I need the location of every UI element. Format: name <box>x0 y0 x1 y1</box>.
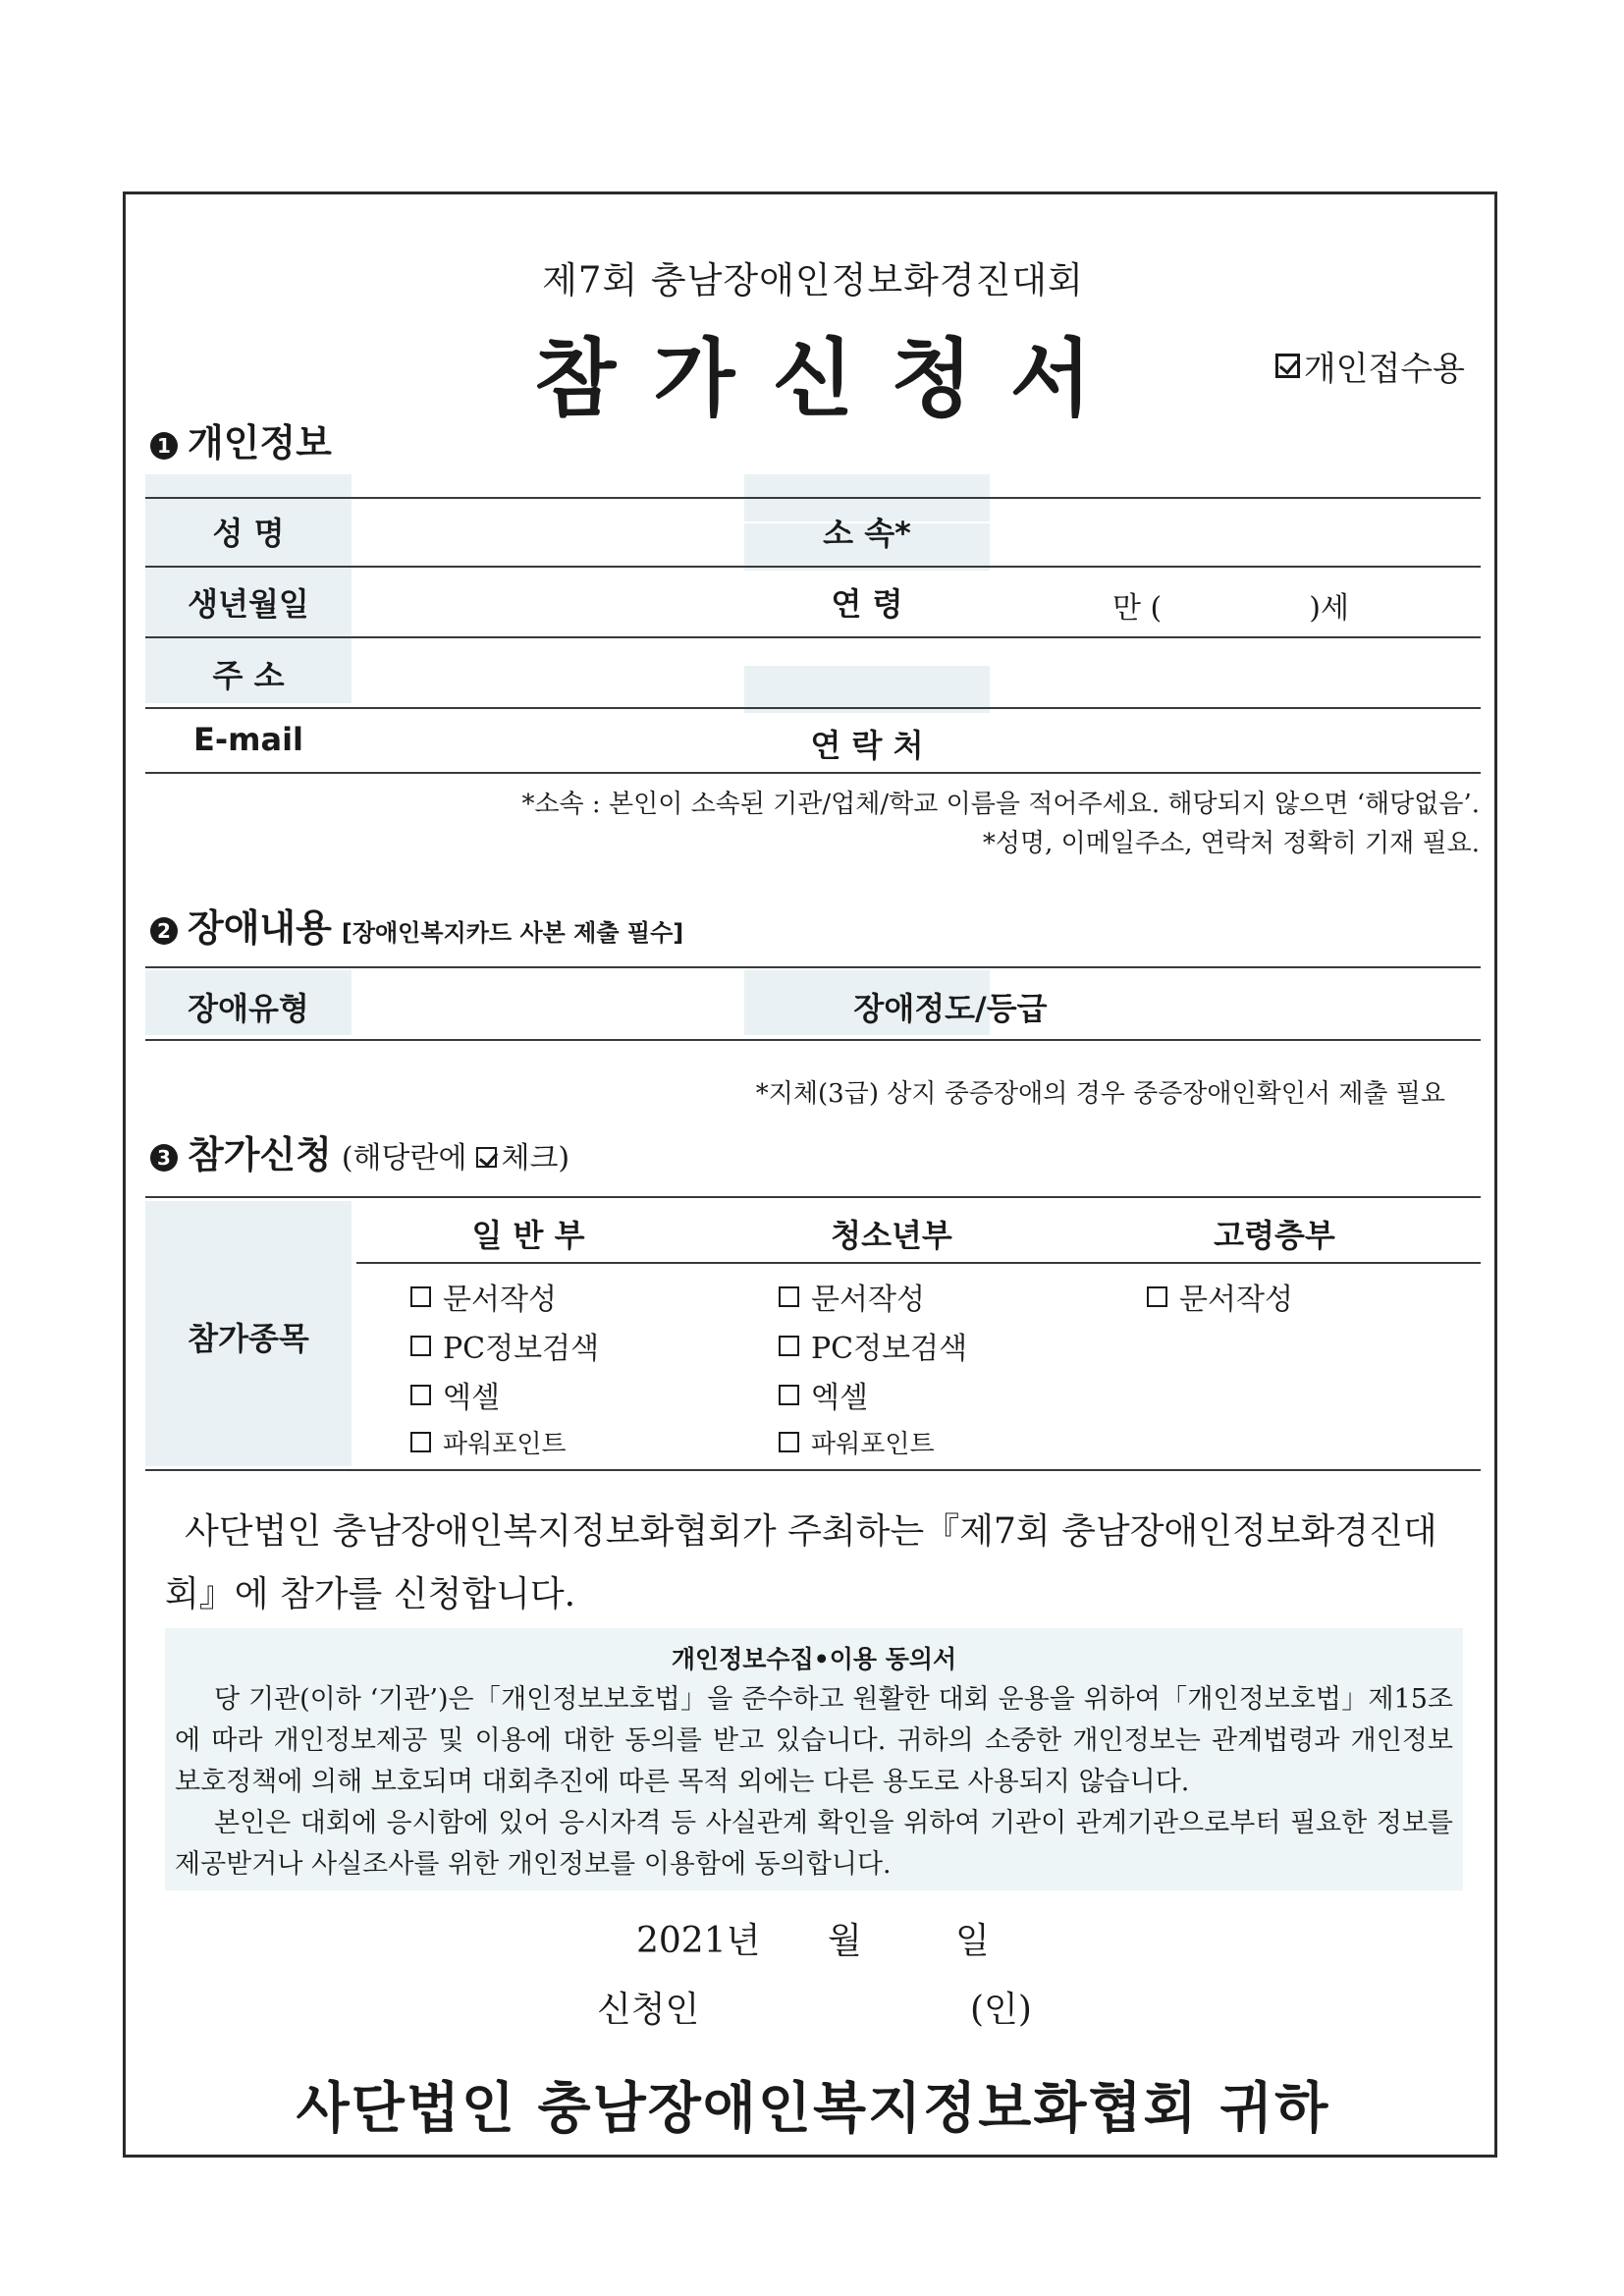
age-suffix: )세 <box>1309 591 1349 626</box>
checked-box-icon <box>1275 354 1300 378</box>
consent-paragraph-1: 당 기관(이하 ‘기관’)은「개인정보보호법」을 준수하고 원활한 대회 운용을 위하여「개인정보호법」제15조에 따라 개인정보제공 및 이용에 대한 동의를 받고 있습니다. 귀하의 소중한 개인정보는 관계법령과 개인정보 보호정책에 의해 보호되며 대회추진에 따른 목적 외에는 다른 용도로 사용되지 않습니다. <box>175 1684 1453 1797</box>
column-senior: 고령층부 <box>1214 1217 1335 1254</box>
section-note-after: 체크) <box>501 1141 570 1175</box>
checkbox-icon[interactable] <box>410 1432 431 1452</box>
table-line <box>145 1469 1481 1471</box>
disability-footnote: *지체(3급) 상지 중증장애의 경우 중증장애인확인서 제출 필요 <box>755 1079 1445 1109</box>
label-age: 연 령 <box>831 585 903 623</box>
checkbox-icon[interactable] <box>1147 1286 1167 1307</box>
section-application-heading <box>150 1124 569 1178</box>
option-senior-document[interactable] <box>1147 1275 1293 1318</box>
checkbox-icon[interactable] <box>779 1385 799 1405</box>
label-events: 참가종목 <box>188 1320 309 1357</box>
email-field[interactable] <box>361 711 734 768</box>
option-youth-pc-search[interactable] <box>779 1324 967 1367</box>
checkbox-icon[interactable] <box>410 1286 431 1307</box>
name-field[interactable] <box>361 501 734 562</box>
section-title: 장애내용 <box>188 906 332 950</box>
label-email: E-mail <box>192 721 303 758</box>
option-label: 문서작성 <box>1179 1283 1293 1317</box>
option-label: 파워포인트 <box>811 1430 935 1459</box>
table-line <box>145 497 1481 499</box>
checkbox-icon[interactable] <box>410 1385 431 1405</box>
column-youth: 청소년부 <box>831 1217 952 1254</box>
contact-field[interactable] <box>1000 711 1471 768</box>
date-year: 2021년 <box>636 1921 761 1961</box>
option-general-powerpoint[interactable] <box>410 1424 567 1460</box>
receipt-type-label: 개인접수용 <box>1303 350 1465 389</box>
label-address: 주 소 <box>212 657 285 694</box>
disability-type-field[interactable] <box>361 972 734 1033</box>
option-general-excel[interactable] <box>410 1373 500 1416</box>
applicant-label: 신청인 <box>597 1990 700 2030</box>
label-affiliation: 소 속* <box>823 515 911 552</box>
application-form <box>123 191 1497 2158</box>
option-label: PC정보검색 <box>443 1332 600 1366</box>
option-youth-powerpoint[interactable] <box>779 1424 935 1460</box>
checkbox-icon[interactable] <box>410 1336 431 1356</box>
address-field[interactable] <box>361 640 1471 703</box>
label-name: 성 명 <box>212 515 285 552</box>
checkbox-icon[interactable] <box>779 1432 799 1452</box>
date-month: 월 <box>828 1921 862 1961</box>
option-label: 엑셀 <box>811 1381 868 1415</box>
option-label: PC정보검색 <box>811 1332 968 1366</box>
disability-grade-field[interactable] <box>1166 972 1471 1033</box>
section-note: [장애인복지카드 사본 제출 필수] <box>341 919 684 947</box>
section-number-1: 1 <box>150 432 178 460</box>
affiliation-note: *소속 : 본인이 소속된 기관/업체/학교 이름을 적어주세요. 해당되지 않으면 ‘해당없음’. <box>521 790 1480 819</box>
label-birthdate: 생년월일 <box>188 585 309 623</box>
section-personal-info-heading <box>150 412 332 466</box>
section-title: 참가신청 <box>188 1133 332 1176</box>
option-label: 문서작성 <box>443 1283 557 1317</box>
section-number-3: 3 <box>150 1144 178 1172</box>
applicant-seal: (인) <box>970 1990 1032 2030</box>
column-general: 일 반 부 <box>471 1217 585 1254</box>
option-youth-document[interactable] <box>779 1275 925 1318</box>
option-label: 문서작성 <box>811 1283 925 1317</box>
form-title: 참가신청서 <box>534 330 1129 428</box>
label-contact: 연 락 처 <box>810 727 924 764</box>
table-line <box>145 966 1481 968</box>
consent-body <box>175 1679 1453 1886</box>
age-field[interactable] <box>1112 583 1349 627</box>
option-label: 파워포인트 <box>443 1430 567 1459</box>
application-declaration: 사단법인 충남장애인복지정보화협회가 주최하는『제7회 충남장애인정보화경진대회』에 참가를 신청합니다. <box>165 1511 1437 1614</box>
option-youth-excel[interactable] <box>779 1373 868 1416</box>
event-subtitle: 제7회 충남장애인정보화경진대회 <box>542 259 1084 301</box>
table-line <box>145 636 1481 638</box>
checkbox-icon[interactable] <box>779 1336 799 1356</box>
affiliation-field[interactable] <box>1000 501 1471 562</box>
table-line <box>145 707 1481 709</box>
date-day: 일 <box>955 1921 990 1961</box>
checkbox-icon[interactable] <box>779 1286 799 1307</box>
consent-paragraph-2: 본인은 대회에 응시함에 있어 응시자격 등 사실관계 확인을 위하여 기관이 관계기관으로부터 필요한 정보를 제공받거나 사실조사를 위한 개인정보를 이용함에 동의합니다. <box>175 1808 1453 1880</box>
receipt-type-badge <box>1275 342 1465 390</box>
label-disability-type: 장애유형 <box>188 990 309 1027</box>
section-number-2: 2 <box>150 917 178 945</box>
option-label: 엑셀 <box>443 1381 500 1415</box>
form-addressee: 사단법인 충남장애인복지정보화협회 귀하 <box>296 2077 1330 2141</box>
section-disability-heading <box>150 898 683 952</box>
age-prefix: 만 ( <box>1112 591 1163 626</box>
table-line <box>145 566 1481 568</box>
option-general-pc-search[interactable] <box>410 1324 599 1367</box>
section-note-before: (해당란에 <box>341 1141 467 1175</box>
section-title: 개인정보 <box>188 421 332 465</box>
table-line <box>145 772 1481 774</box>
consent-title: 개인정보수집•이용 동의서 <box>671 1645 957 1673</box>
label-disability-grade: 장애정도/등급 <box>853 990 1048 1027</box>
birthdate-field[interactable] <box>361 570 734 632</box>
table-line <box>145 1039 1481 1041</box>
option-general-document[interactable] <box>410 1275 557 1318</box>
consent-box <box>165 1628 1463 1890</box>
accuracy-note: *성명, 이메일주소, 연락처 정확히 기재 필요. <box>982 829 1480 858</box>
table-line <box>145 1196 1481 1198</box>
checked-box-icon <box>476 1147 497 1168</box>
table-line <box>356 1262 1481 1264</box>
